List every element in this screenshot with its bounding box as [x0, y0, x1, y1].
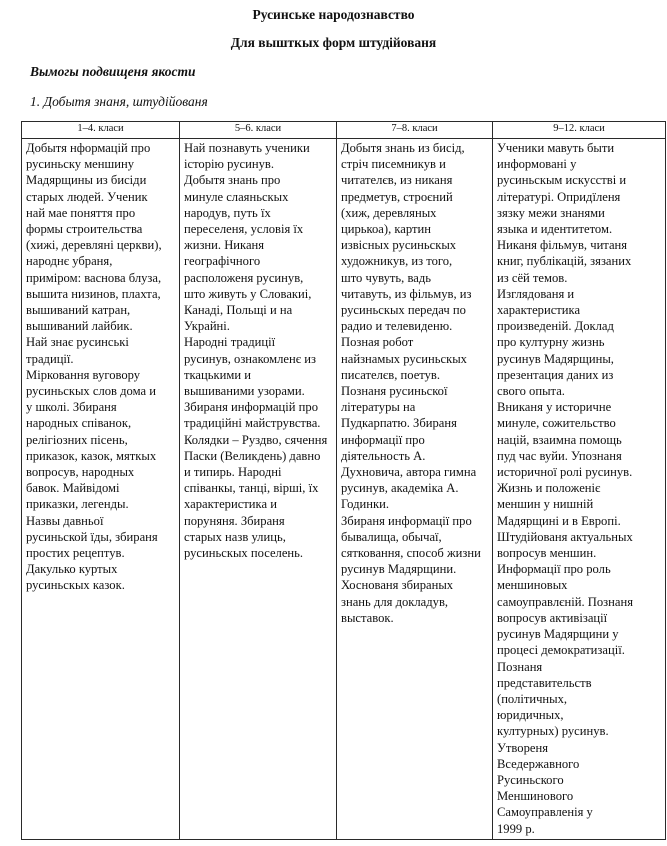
cell-text-line: Добытя нформацій про — [26, 141, 151, 155]
cell-text-line: Вседержавного — [497, 756, 580, 771]
cell-text-line: русинув, ознакомленє из — [184, 351, 317, 366]
cell-text-line: Утвореня — [497, 740, 548, 755]
cell-text-line: самоуправлєній. Познаня — [497, 594, 634, 609]
cell-text-line: читавуть, из фільмув, из — [341, 286, 472, 301]
cell-text-line: презентация даних из — [497, 367, 614, 382]
cell-text-line: співанкы, танці, вірші, їх — [184, 481, 319, 496]
column-header-grades-9-12: 9–12. класи — [493, 122, 666, 139]
cell-text-line: народных співанок, — [26, 416, 132, 431]
cell-text-line: характеристика и — [184, 497, 277, 512]
cell-text-line: языка и идентитетом. — [497, 222, 613, 237]
cell-text-line: што чувуть, вадь — [341, 270, 431, 285]
cell-text-line: Жизнь и положеніє — [497, 481, 601, 496]
cell-text-line: русинув Мадярщины, — [497, 351, 614, 366]
cell-text-line: Штудійованя актуальных — [497, 529, 633, 544]
document-title: Русинське народознавство — [252, 7, 415, 22]
cell-text-line: из сёй темов. — [497, 270, 568, 285]
cell-text-line: історію русинув. — [184, 157, 274, 172]
cell-text-line: русиньску меншину — [26, 157, 134, 172]
cell-text-line: старых людей. Ученик — [26, 189, 148, 204]
cell-text-line: русиньской їды, збираня — [26, 529, 158, 544]
cell-text-line: традиційні майструвства. — [184, 416, 321, 431]
cell-text-line: цирькоа), картин — [341, 222, 432, 237]
cell-text-line: представительств — [497, 675, 592, 690]
cell-text-line: што живуть у Словакиі, — [184, 286, 312, 301]
cell-text-line: писателєв, поетув. — [341, 367, 441, 382]
cell-text-line: вышиваними узорами. — [184, 384, 305, 399]
requirements-table — [21, 121, 666, 840]
cell-grades-7-8 — [337, 139, 493, 840]
cell-text-line: Самоуправленія у — [497, 805, 593, 820]
cell-text-line: географічного — [184, 254, 261, 269]
cell-text-line: бывалища, обычаї, — [341, 529, 442, 544]
cell-text-line: Ученики мавуть быти — [497, 141, 615, 155]
cell-text-line: извісных русиньскых — [341, 238, 457, 253]
cell-grades-9-12 — [493, 139, 666, 840]
cell-text-line: простих рецептув. — [26, 546, 125, 561]
cell-text-line: Дакулько куртых — [26, 562, 118, 577]
cell-text-line: переселеня, условія їх — [184, 222, 304, 237]
column-header-grades-5-6: 5–6. класи — [180, 122, 337, 139]
cell-text-line: Народні традиції — [184, 335, 276, 350]
document-subtitle: Для вышткых форм штудійованя — [230, 35, 437, 50]
cell-text-line: про културну жизнь — [497, 335, 605, 350]
cell-text-line: бавок. Майвідомі — [26, 481, 120, 496]
cell-text-line: Хоснованя збираных — [341, 578, 454, 593]
cell-text-line: приказки, легенды. — [26, 497, 129, 512]
cell-text-line: и типирь. Народні — [184, 465, 282, 480]
cell-text-line: сятковання, способ жизни — [341, 546, 481, 561]
cell-text-line: Мадярщины из бисіди — [26, 173, 147, 188]
cell-text-line: ткацькими и — [184, 367, 251, 382]
cell-text-line: Познаня — [497, 659, 543, 674]
cell-text-line: информації про — [341, 432, 425, 447]
cell-text-line: русинув, академіка А. — [341, 481, 459, 496]
cell-text-line: радио и телевиденю. — [341, 319, 453, 334]
cell-text-line: художникув, из того, — [341, 254, 453, 269]
cell-text-line: свого опыта. — [497, 384, 565, 399]
cell-text-line: зязку межи знанями — [497, 205, 605, 220]
cell-text-line: стріч писемникув и — [341, 157, 446, 172]
cell-text-line: Най знає русинські — [26, 335, 129, 350]
cell-text-line: информовані у — [497, 157, 577, 172]
cell-text-line: Годинки. — [341, 497, 390, 512]
cell-text-line: предметув, строєний — [341, 189, 453, 204]
cell-text-line: русиньскым искусстві и — [497, 173, 627, 188]
cell-text-line: процесі демократизації. — [497, 643, 625, 658]
cell-text-line: вопросув, народных — [26, 465, 135, 480]
cell-text-line: народув, путь їх — [184, 205, 271, 220]
table-row — [22, 139, 666, 840]
column-header-grades-7-8: 7–8. класи — [337, 122, 493, 139]
cell-text-line: русиньскых казок. — [26, 578, 125, 593]
cell-text-line: Добытя знань про — [184, 173, 281, 188]
cell-text-line: літературі. Опридїленя — [497, 189, 621, 204]
cell-text-line: Най познавуть ученики — [184, 141, 310, 155]
cell-text-line: Русиньского — [497, 772, 564, 787]
cell-text-line: меншиновых — [497, 578, 568, 593]
cell-text-line: (хиж, деревляных — [341, 205, 437, 220]
cell-text-line: діятельность А. — [341, 448, 426, 463]
cell-text-line: русинув Мадярщини. — [341, 562, 457, 577]
cell-text-line: Збираня информацій про — [184, 400, 318, 415]
cell-text-line: расположеня русинув, — [184, 270, 304, 285]
cell-text-line: приказок, казок, мяткых — [26, 448, 157, 463]
cell-text-line: Колядки – Руздво, сячення — [184, 432, 328, 447]
cell-text-line: читателєв, из никаня — [341, 173, 453, 188]
cell-text-line: русинув Мадярщини у — [497, 627, 619, 642]
cell-text-line: вопросув меншин. — [497, 546, 597, 561]
cell-text-line: найзнамых русиньскых — [341, 351, 467, 366]
cell-text-line: літературы на — [341, 400, 416, 415]
cell-text-line: народнє убраня, — [26, 254, 113, 269]
cell-text-line: старых назв улиць, — [184, 529, 286, 544]
cell-text-line: Паски (Великдень) давно — [184, 448, 321, 463]
cell-text-line: характеристика — [497, 303, 581, 318]
cell-text-line: Никаня фільмув, читаня — [497, 238, 628, 253]
cell-text-line: знань для докладув, — [341, 594, 449, 609]
cell-text-line: Вниканя у историчне — [497, 400, 612, 415]
cell-text-line: вышиваний лайбик. — [26, 319, 133, 334]
cell-text-line: вышиваний катран, — [26, 303, 131, 318]
cell-text-line: у школі. Збираня — [26, 400, 117, 415]
cell-text-line: націй, взаимна помощь — [497, 432, 622, 447]
cell-text-line: пуд час вуйи. Упознаня — [497, 448, 622, 463]
cell-text-line: вопросув активізації — [497, 610, 608, 625]
cell-text-line: минуле, сожительство — [497, 416, 616, 431]
cell-text-line: Меншинового — [497, 789, 574, 804]
cell-text-line: релігіозних пісень, — [26, 432, 128, 447]
cell-grades-1-4 — [22, 139, 180, 840]
cell-text-line: Збираня информації про — [341, 513, 472, 528]
table-header-row — [22, 122, 666, 139]
cell-grades-5-6 — [180, 139, 337, 840]
cell-text-line: Добытя знань из бисід, — [341, 141, 465, 155]
cell-text-line: Канаді, Польщі и на — [184, 303, 293, 318]
cell-text-line: Пудкарпатю. Збираня — [341, 416, 457, 431]
cell-text-line: жизни. Никаня — [184, 238, 265, 253]
cell-text-line: Украйні. — [184, 319, 230, 334]
cell-text-line: Изглядованя и — [497, 286, 575, 301]
cell-text-line: формы строительства — [26, 222, 143, 237]
cell-text-line: поруняня. Збираня — [184, 513, 285, 528]
cell-text-line: историчної ролі русинув. — [497, 465, 633, 480]
cell-text-line: 1999 р. — [497, 821, 535, 836]
cell-text-line: произведеній. Доклад — [497, 319, 614, 334]
cell-text-line: (політичных, — [497, 691, 568, 706]
cell-text-line: русиньскых поселень. — [184, 546, 304, 561]
cell-text-line: приміром: васнова блуза, — [26, 270, 162, 285]
cell-text-line: русиньскых передач по — [341, 303, 466, 318]
cell-text-line: русиньскых слов дома и — [26, 384, 156, 399]
cell-text-line: Мадярщині и в Европі. — [497, 513, 621, 528]
cell-text-line: Информації про роль — [497, 562, 611, 577]
cell-text-line: юридичных, — [497, 708, 564, 723]
cell-text-line: Духновича, автора гимна — [341, 465, 477, 480]
cell-text-line: минуле слаяньскых — [184, 189, 289, 204]
requirements-heading: Вымогы подвищеня якости — [30, 64, 196, 79]
section-title: 1. Добытя знаня, штудійованя — [30, 94, 208, 109]
cell-text-line: книг, публікацій, зязаних — [497, 254, 632, 269]
cell-text-line: (хижі, деревляні церкви), — [26, 238, 162, 253]
cell-text-line: вышита низинов, плахта, — [26, 286, 161, 301]
cell-text-line: най мае поняття про — [26, 205, 136, 220]
cell-text-line: Позная робот — [341, 335, 414, 350]
cell-text-line: културных) русинув. — [497, 724, 609, 739]
cell-text-line: Познаня русиньскої — [341, 384, 448, 399]
cell-text-line: традиції. — [26, 351, 74, 366]
cell-text-line: меншин у нишній — [497, 497, 594, 512]
cell-text-line: Мірковання вуговору — [26, 367, 141, 382]
column-header-grades-1-4: 1–4. класи — [22, 122, 180, 139]
cell-text-line: Назвы давньої — [26, 513, 104, 528]
cell-text-line: выставок. — [341, 610, 394, 625]
